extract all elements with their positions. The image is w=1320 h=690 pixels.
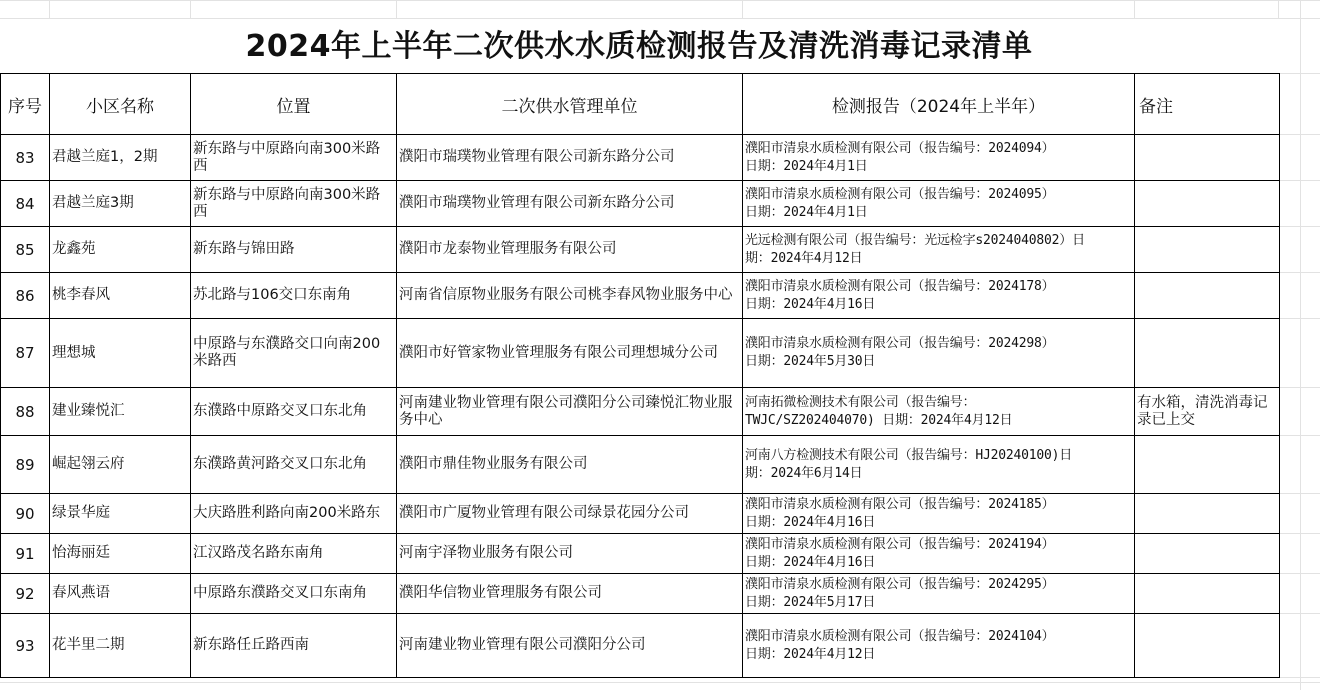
cell-remark[interactable] bbox=[1135, 574, 1280, 614]
report-line-1: 河南八方检测技术有限公司（报告编号：HJ20240100)日 bbox=[745, 447, 1073, 463]
report-line-2: 日期：2024年5月30日 bbox=[745, 354, 876, 369]
table-row bbox=[1, 534, 1280, 574]
report-line-1: 濮阳市清泉水质检测有限公司（报告编号：2024295） bbox=[745, 576, 1055, 592]
cell-report[interactable] bbox=[743, 494, 1135, 534]
header-remark[interactable]: 备注 bbox=[1135, 74, 1280, 135]
report-line-1: 濮阳市清泉水质检测有限公司（报告编号：2024104） bbox=[745, 628, 1055, 644]
report-line-2: 日期：2024年4月16日 bbox=[745, 554, 876, 570]
report-line-2: 日期：2024年4月1日 bbox=[745, 158, 868, 174]
report-line-1: 光远检测有限公司（报告编号：光远检字s2024040802）日 bbox=[745, 232, 1085, 248]
cell-report[interactable] bbox=[743, 135, 1135, 181]
cell-report[interactable] bbox=[743, 273, 1135, 319]
cell-community[interactable]: 龙鑫苑 bbox=[50, 227, 191, 273]
report-line-2: 日期：2024年5月17日 bbox=[745, 594, 876, 610]
cell-community[interactable]: 理想城 bbox=[50, 319, 191, 388]
cell-seq[interactable]: 85 bbox=[1, 227, 50, 273]
cell-seq[interactable]: 90 bbox=[1, 494, 50, 534]
table-row bbox=[1, 614, 1280, 678]
cell-community[interactable]: 怡海丽廷 bbox=[50, 534, 191, 574]
cell-remark[interactable] bbox=[1135, 494, 1280, 534]
table-row bbox=[1, 388, 1280, 436]
cell-seq[interactable]: 93 bbox=[1, 614, 50, 678]
cell-community[interactable]: 君越兰庭1，2期 bbox=[50, 135, 191, 181]
cell-community[interactable]: 崛起翎云府 bbox=[50, 436, 191, 494]
cell-management[interactable]: 濮阳市瑞璞物业管理有限公司新东路分公司 bbox=[397, 135, 743, 181]
cell-seq[interactable]: 91 bbox=[1, 534, 50, 574]
cell-remark[interactable] bbox=[1135, 181, 1280, 227]
table-row bbox=[1, 227, 1280, 273]
cell-management[interactable]: 河南宇泽物业服务有限公司 bbox=[397, 534, 743, 574]
cell-report[interactable] bbox=[743, 436, 1135, 494]
cell-management[interactable]: 濮阳市鼎佳物业服务有限公司 bbox=[397, 436, 743, 494]
cell-management[interactable]: 濮阳市瑞璞物业管理有限公司新东路分公司 bbox=[397, 181, 743, 227]
header-community[interactable]: 小区名称 bbox=[50, 74, 191, 135]
cell-location[interactable]: 中原路东濮路交叉口东南角 bbox=[191, 574, 397, 614]
table-body bbox=[1, 135, 1280, 678]
cell-location[interactable]: 新东路任丘路西南 bbox=[191, 614, 397, 678]
cell-community[interactable]: 花半里二期 bbox=[50, 614, 191, 678]
header-report[interactable]: 检测报告（2024年上半年） bbox=[743, 74, 1135, 135]
cell-location[interactable]: 江汉路茂名路东南角 bbox=[191, 534, 397, 574]
cell-location[interactable]: 新东路与中原路向南300米路西 bbox=[191, 181, 397, 227]
cell-remark[interactable] bbox=[1135, 614, 1280, 678]
report-line-1: 濮阳市清泉水质检测有限公司（报告编号：2024178） bbox=[745, 278, 1055, 294]
table-row bbox=[1, 319, 1280, 388]
cell-report[interactable] bbox=[743, 181, 1135, 227]
table-row bbox=[1, 574, 1280, 614]
cell-management[interactable]: 河南省信原物业服务有限公司桃李春风物业服务中心 bbox=[397, 273, 743, 319]
cell-community[interactable]: 桃李春风 bbox=[50, 273, 191, 319]
report-line-2: 日期：2024年4月16日 bbox=[745, 514, 876, 530]
report-line-2: TWJC/SZ202404070) 日期：2024年4月12日 bbox=[745, 412, 1013, 428]
cell-remark[interactable] bbox=[1135, 534, 1280, 574]
cell-seq[interactable]: 92 bbox=[1, 574, 50, 614]
cell-management[interactable]: 河南建业物业管理有限公司濮阳分公司 bbox=[397, 614, 743, 678]
header-seq[interactable]: 序号 bbox=[1, 74, 50, 135]
report-line-1: 濮阳市清泉水质检测有限公司（报告编号：2024094） bbox=[745, 140, 1055, 156]
report-line-2: 日期：2024年4月12日 bbox=[745, 646, 876, 662]
report-line-1: 濮阳市清泉水质检测有限公司（报告编号：2024298） bbox=[745, 336, 1055, 351]
header-location[interactable]: 位置 bbox=[191, 74, 397, 135]
cell-remark[interactable] bbox=[1135, 135, 1280, 181]
cell-management[interactable]: 河南建业物业管理有限公司濮阳分公司臻悦汇物业服务中心 bbox=[397, 388, 743, 436]
header-management[interactable]: 二次供水管理单位 bbox=[397, 74, 743, 135]
cell-report[interactable] bbox=[743, 319, 1135, 388]
cell-location[interactable]: 东濮路中原路交叉口东北角 bbox=[191, 388, 397, 436]
cell-remark[interactable] bbox=[1135, 436, 1280, 494]
table-row bbox=[1, 181, 1280, 227]
cell-report[interactable] bbox=[743, 534, 1135, 574]
cell-community[interactable]: 绿景华庭 bbox=[50, 494, 191, 534]
cell-remark[interactable] bbox=[1135, 273, 1280, 319]
cell-community[interactable]: 春风燕语 bbox=[50, 574, 191, 614]
cell-location[interactable]: 新东路与中原路向南300米路西 bbox=[191, 135, 397, 181]
table-row bbox=[1, 273, 1280, 319]
cell-remark[interactable] bbox=[1135, 227, 1280, 273]
cell-seq[interactable]: 87 bbox=[1, 319, 50, 388]
cell-management[interactable]: 濮阳华信物业管理服务有限公司 bbox=[397, 574, 743, 614]
cell-community[interactable]: 君越兰庭3期 bbox=[50, 181, 191, 227]
cell-community[interactable]: 建业臻悦汇 bbox=[50, 388, 191, 436]
header-row bbox=[1, 74, 1280, 135]
report-line-2: 期：2024年6月14日 bbox=[745, 465, 863, 481]
report-line-2: 日期：2024年4月16日 bbox=[745, 296, 876, 312]
cell-management[interactable]: 濮阳市龙泰物业管理服务有限公司 bbox=[397, 227, 743, 273]
cell-remark[interactable] bbox=[1135, 319, 1280, 388]
cell-location[interactable]: 东濮路黄河路交叉口东北角 bbox=[191, 436, 397, 494]
cell-seq[interactable]: 83 bbox=[1, 135, 50, 181]
cell-seq[interactable]: 88 bbox=[1, 388, 50, 436]
sheet-title: 2024年上半年二次供水水质检测报告及清洗消毒记录清单 bbox=[245, 29, 1033, 64]
cell-location[interactable]: 新东路与锦田路 bbox=[191, 227, 397, 273]
cell-remark[interactable]: 有水箱，清洗消毒记录已上交 bbox=[1135, 388, 1280, 436]
cell-report[interactable] bbox=[743, 614, 1135, 678]
cell-seq[interactable]: 84 bbox=[1, 181, 50, 227]
table-row bbox=[1, 494, 1280, 534]
cell-report[interactable] bbox=[743, 227, 1135, 273]
report-line-2: 期：2024年4月12日 bbox=[745, 250, 863, 266]
report-line-2: 日期：2024年4月1日 bbox=[745, 204, 868, 220]
report-line-1: 濮阳市清泉水质检测有限公司（报告编号：2024095） bbox=[745, 186, 1055, 202]
report-line-1: 河南拓微检测技术有限公司（报告编号： bbox=[745, 394, 976, 410]
water-quality-table bbox=[0, 73, 1280, 678]
cell-seq[interactable]: 86 bbox=[1, 273, 50, 319]
cell-location[interactable]: 中原路与东濮路交口向南200米路西 bbox=[191, 319, 397, 388]
cell-report[interactable] bbox=[743, 388, 1135, 436]
cell-report[interactable] bbox=[743, 574, 1135, 614]
table-row bbox=[1, 436, 1280, 494]
table-row bbox=[1, 135, 1280, 181]
cell-location[interactable]: 苏北路与106交口东南角 bbox=[191, 273, 397, 319]
cell-management[interactable]: 濮阳市好管家物业管理服务有限公司理想城分公司 bbox=[397, 319, 743, 388]
report-line-1: 濮阳市清泉水质检测有限公司（报告编号：2024194） bbox=[745, 536, 1055, 552]
cell-seq[interactable]: 89 bbox=[1, 436, 50, 494]
cell-location[interactable]: 大庆路胜利路向南200米路东 bbox=[191, 494, 397, 534]
cell-management[interactable]: 濮阳市广厦物业管理有限公司绿景花园分公司 bbox=[397, 494, 743, 534]
report-line-1: 濮阳市清泉水质检测有限公司（报告编号：2024185） bbox=[745, 496, 1055, 512]
